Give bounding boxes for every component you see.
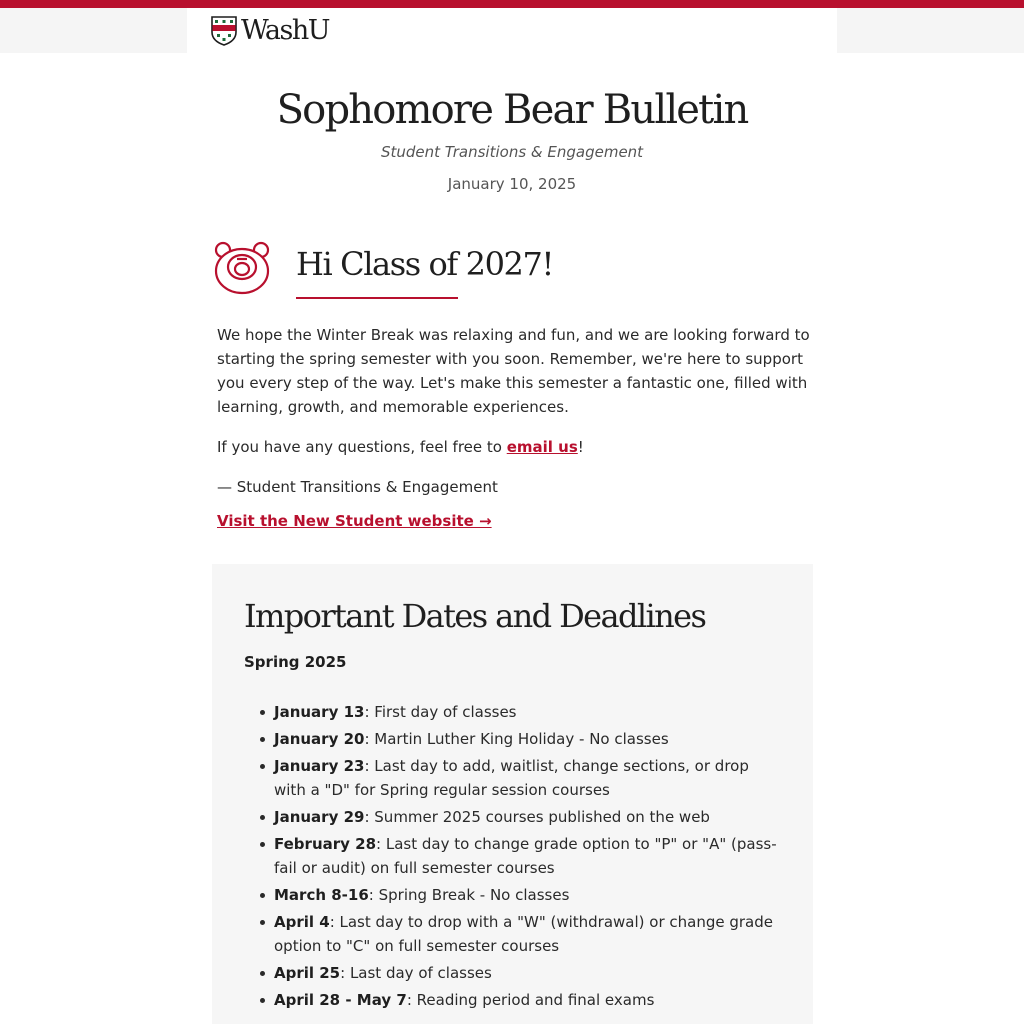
- greeting-heading: Hi Class of 2027!: [296, 245, 553, 283]
- date-item-text: : Last day to drop with a "W" (withdrawal) or change grade option to "C" on full semester courses: [274, 913, 774, 955]
- newsletter-subtitle: Student Transitions & Engagement: [380, 143, 644, 161]
- signature: — Student Transitions & Engagement: [217, 478, 498, 496]
- washu-logo[interactable]: [211, 15, 329, 47]
- washu-shield-icon: [211, 16, 237, 46]
- website-link-paragraph: [217, 509, 813, 533]
- date-item-date: February 28: [274, 835, 377, 853]
- date-item: [274, 883, 778, 907]
- date-item-text: : Last day of classes: [340, 964, 492, 982]
- new-student-website-link[interactable]: Visit the New Student website →: [217, 512, 492, 530]
- date-item-text: : Martin Luther King Holiday - No classes: [364, 730, 669, 748]
- date-item: [274, 754, 778, 802]
- questions-prefix: If you have any questions, feel free to: [217, 438, 507, 456]
- date-item: [274, 727, 778, 751]
- date-item-date: January 29: [274, 808, 365, 826]
- header-background-right: [837, 8, 1024, 53]
- date-item-text: : Spring Break - No classes: [368, 886, 570, 904]
- date-item-date: January 13: [274, 703, 365, 721]
- term-label: Spring 2025: [244, 653, 347, 671]
- bear-icon: [213, 240, 271, 296]
- top-accent-bar: [0, 0, 1024, 8]
- questions-paragraph: [217, 435, 813, 459]
- newsletter-title: Sophomore Bear Bulletin: [276, 87, 748, 133]
- date-item-text: : Last day to add, waitlist, change sections, or drop with a "D" for Spring regular session courses: [274, 757, 749, 799]
- newsletter-date: January 10, 2025: [447, 175, 577, 193]
- dates-list: [274, 700, 778, 1015]
- questions-suffix: !: [577, 438, 584, 456]
- date-item-text: : Reading period and final exams: [406, 991, 655, 1009]
- date-item: [274, 910, 778, 958]
- date-item-date: January 20: [274, 730, 365, 748]
- date-item: [274, 832, 778, 880]
- date-item-text: : Last day to change grade option to "P" or "A" (pass-fail or audit) on full semester courses: [274, 835, 777, 877]
- header-background-left: [0, 8, 187, 53]
- date-item-date: April 25: [274, 964, 341, 982]
- date-item: [274, 961, 778, 985]
- date-item-date: March 8-16: [274, 886, 369, 904]
- date-item-date: January 23: [274, 757, 365, 775]
- intro-paragraph: We hope the Winter Break was relaxing and fun, and we are looking forward to starting the spring semester with you soon. Remember, we're here to support you every step of the way. Let's make this semester a fantastic one, filled with learning, growth, and memorable experiences.: [217, 326, 810, 416]
- dates-heading: Important Dates and Deadlines: [244, 597, 706, 635]
- date-item: [274, 700, 778, 724]
- date-item: [274, 805, 778, 829]
- logo-wordmark: WashU: [241, 15, 330, 46]
- date-item-text: : Summer 2025 courses published on the web: [364, 808, 710, 826]
- date-item-text: : First day of classes: [364, 703, 517, 721]
- date-item: [274, 988, 778, 1012]
- date-item-date: April 4: [274, 913, 330, 931]
- greeting-underline: [296, 297, 458, 299]
- date-item-date: April 28 - May 7: [274, 991, 407, 1009]
- email-us-link[interactable]: email us: [506, 438, 578, 456]
